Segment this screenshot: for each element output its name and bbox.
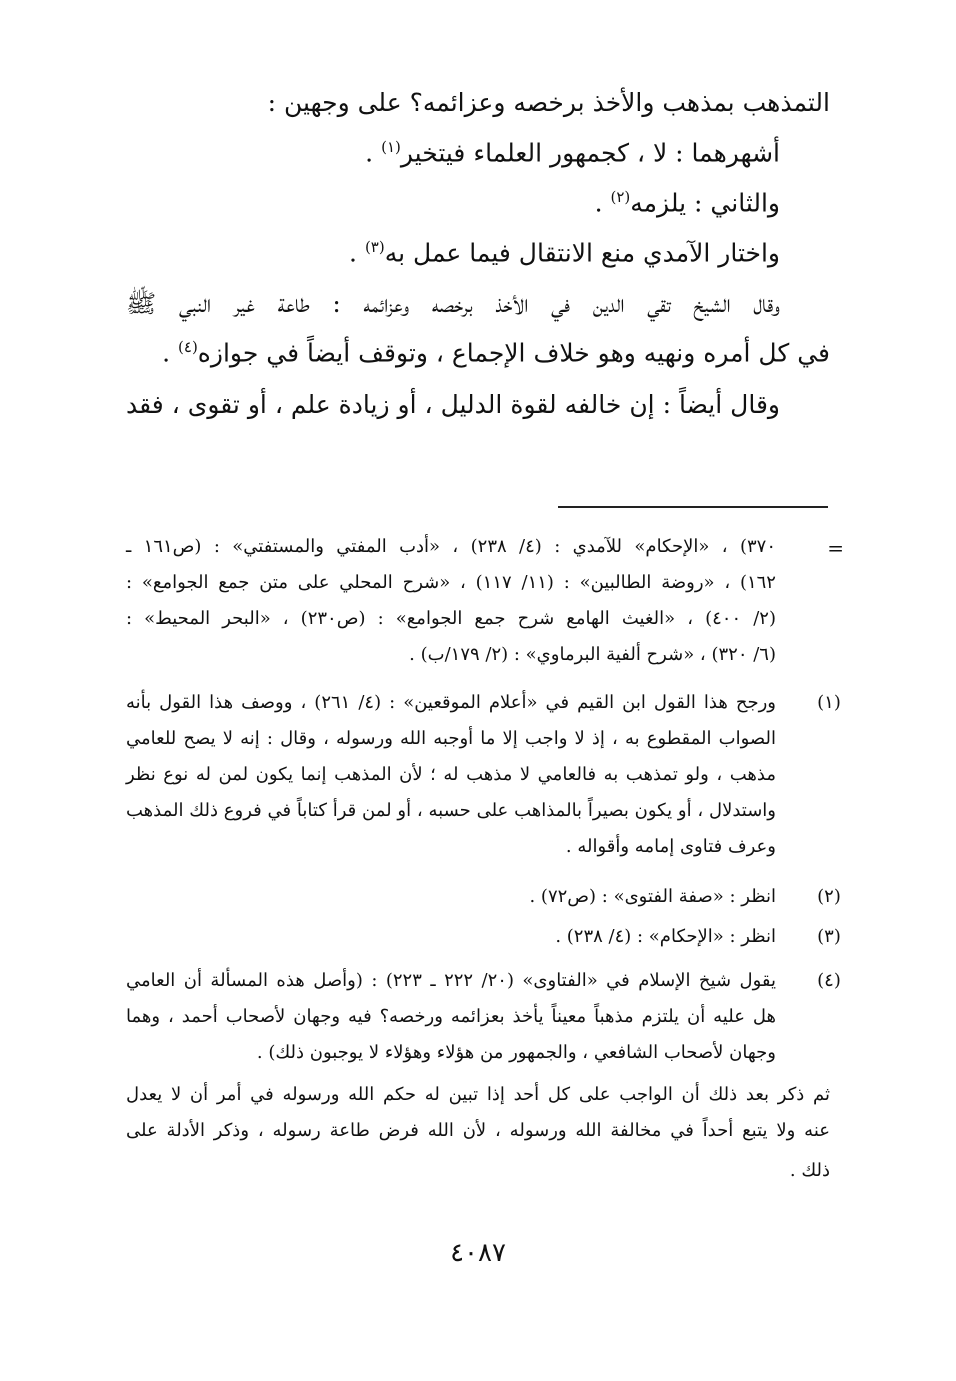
main-line-5: وقال الشيخ تقي الدين في الأخذ برخصه وعزائمه : طاعة غير النبي ﷺ (126, 289, 780, 318)
footnote-1-line-5: وعرف فتاوى إمامه وأقواله . (565, 836, 776, 857)
continuation-mark: = (827, 536, 844, 560)
continuation-line-1: ٣٧٠) ، «الإحكام» للآمدي : (٤/ ٢٣٨) ، «أدب المفتي والمستفتي» : (ص١٦١ ـ (126, 536, 777, 557)
footnote-number-3: (٣) (817, 926, 841, 947)
footnote-ref-3[interactable]: (٣) (364, 238, 385, 256)
main-line-6: في كل أمره ونهيه وهو خلاف الإجماع ، وتوقف أيضاً في جوازه$^{(٤)}$ . (162, 338, 830, 368)
footnote-ref-2[interactable]: (٢) (610, 188, 631, 206)
footnote-4-tail-line-2: عنه ولا يتبع أحداً في مخالفة الله ورسوله ، لأن الله فرض طاعة رسوله ، وذكر الأدلة على (126, 1120, 830, 1141)
main-line-7: وقال أيضاً : إن خالفه لقوة الدليل ، أو زيادة علم ، أو تقوى ، فقد (126, 390, 780, 419)
main-line-2: أشهرهما : لا ، كجمهور العلماء فيتخير$^{(١)}$ . (365, 138, 780, 168)
continuation-line-2: ١٦٢) ، «روضة الطالبين» : (١١/ ١١٧) ، «شرح المحلي على متن جمع الجوامع» : (126, 572, 776, 593)
continuation-line-4: (٦/ ٣٢٠) ، «شرح ألفية البرماوي» : (٢/ ١٧٩/ب) . (409, 644, 776, 665)
footnote-separator (558, 506, 828, 508)
footnote-4-line-1: يقول شيخ الإسلام في «الفتاوى» (٢٠/ ٢٢٢ ـ ٢٢٣) : (وأصل هذه المسألة أن العامي (126, 970, 776, 991)
footnote-ref-4[interactable]: (٤) (178, 338, 198, 356)
footnote-4-tail-line-1: ثم ذكر بعد ذلك أن الواجب على كل أحد إذا تبين له حكم الله ورسوله في أمر أن لا يعدل (126, 1084, 830, 1105)
main-line-3: والثاني : يلزمه$^{(٢)}$ . (594, 188, 780, 218)
footnote-1-line-3: مذهب ، ولو تمذهب به فالعامي لا مذهب له ؛ لأن المذهب إنما يكون لمن له نوع نظر (126, 764, 776, 785)
continuation-line-3: (٢/ ٤٠٠) ، «الغيث الهامع شرح جمع الجوامع» : (ص٢٣٠) ، «البحر المحيط» : (126, 608, 776, 629)
page-number: ٤٠٨٧ (450, 1238, 506, 1268)
main-line-4: واختار الآمدي منع الانتقال فيما عمل به$^{(٣)}$ . (349, 238, 780, 268)
footnote-number-2: (٢) (817, 886, 841, 907)
main-line-1: التمذهب بمذهب والأخذ برخصه وعزائمه؟ على وجهين : (267, 88, 830, 117)
footnote-1-line-4: واستدلال ، أو يكون بصيراً بالمذاهب على حسبه ، أو لمن قرأ كتاباً في فروع ذلك المذهب (126, 800, 776, 821)
footnote-3-line-1: انظر : «الإحكام» : (٤/ ٢٣٨) . (555, 926, 776, 947)
footnote-4-line-2: هل عليه أن يلتزم مذهباً معيناً يأخذ بعزائمه ورخصه؟ فيه وجهان لأصحاب أحمد ، وهما (126, 1006, 776, 1027)
footnote-4-line-3: وجهان لأصحاب الشافعي ، والجمهور من هؤلاء وهؤلاء لا يوجبون ذلك) . (256, 1042, 776, 1063)
footnote-number-4: (٤) (817, 970, 841, 991)
footnote-number-1: (١) (817, 692, 841, 713)
footnote-1-line-2: الصواب المقطوع به ، إذ لا واجب إلا ما أوجبه الله ورسوله ، وقال : إنه لا يصح للعامي (126, 728, 776, 749)
footnote-2-line-1: انظر : «صفة الفتوى» : (ص٧٢) . (529, 886, 776, 907)
footnote-4-tail-line-3: ذلك . (789, 1160, 830, 1181)
footnote-ref-1[interactable]: (١) (381, 138, 401, 156)
footnote-1-line-1: ورجح هذا القول ابن القيم في «أعلام الموقعين» : (٤/ ٢٦١) ، ووصف هذا القول بأنه (126, 692, 776, 713)
